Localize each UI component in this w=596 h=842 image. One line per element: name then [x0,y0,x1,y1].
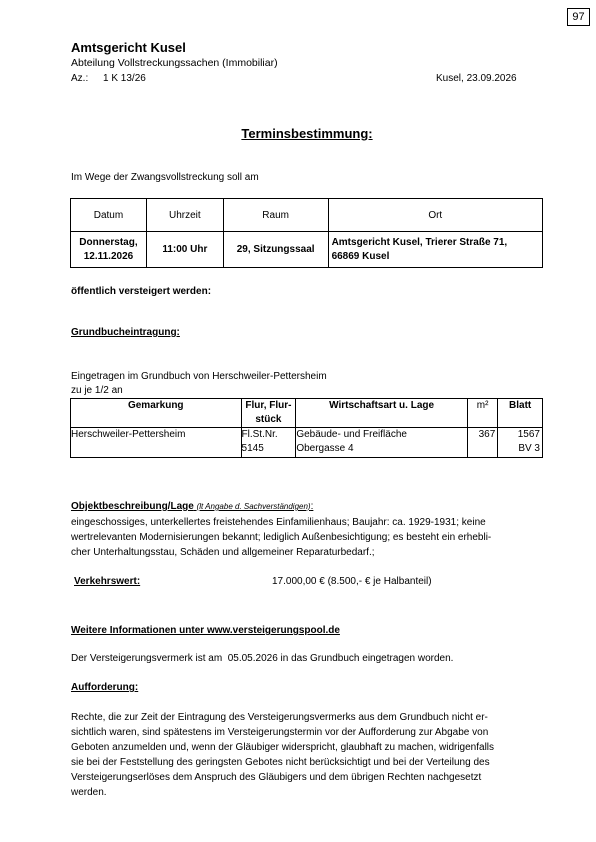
file-reference-value: 1 K 13/26 [103,73,146,84]
flur-line1: Fl.St.Nr. [241,429,278,440]
object-heading-suffix: : [310,501,314,512]
market-value-label: Verkehrswert: [74,576,141,587]
flur-header-line2: stück [255,414,282,425]
wirtschaftsart-line1: Gebäude- und Freifläche [296,429,407,440]
object-line1: eingeschossiges, unterkellertes freistehendes Einfamilienhaus; Baujahr: ca. 1929-1931; keine [71,517,486,528]
page-number: 97 [567,8,590,26]
request-line: werden. [71,787,107,798]
request-line: sichtlich waren, sind spätestens im Versteigerungstermin vor der Aufforderung zur Abgabe von [71,727,489,738]
header-flur [241,399,296,428]
blatt-line1: 1567 [517,429,540,440]
object-heading-note: (lt Angabe d. Sachverständigen) [196,502,311,511]
object-description [71,515,541,560]
cell-blatt [498,428,543,458]
cell-m2: 367 [467,428,497,458]
cell-time: 11:00 Uhr [146,232,223,268]
request-line: Versteigerungserlöses dem Anspruch des Gläubigers und dem übrigen Rechten nachgesetzt [71,772,482,783]
object-heading-text: Objektbeschreibung/Lage [71,501,194,512]
header-gemarkung: Gemarkung [71,399,242,428]
cell-room: 29, Sitzungssaal [223,232,328,268]
header-place: Ort [328,199,542,232]
appointment-table [70,198,543,268]
intro-text: Im Wege der Zwangsvollstreckung soll am [71,172,259,183]
request-line: sie bei der Feststellung des geringsten Gebotes nicht berücksichtigt und bei der Verteilung des [71,757,490,768]
request-line: Geboten anzumelden und, wenn der Gläubiger widerspricht, glaubhaft zu machen, widrigenfalls [71,742,495,753]
date-line1: Donnerstag, [79,236,138,248]
header-time: Uhrzeit [146,199,223,232]
object-line3: cher Unterhaltungsstau, Schäden und allgemeiner Reparaturbedarf.; [71,547,375,558]
flur-header-line1: Flur, Flur- [245,400,292,411]
land-register-heading: Grundbucheintragung: [71,327,180,338]
place-line2: 66869 Kusel [331,250,390,262]
land-register-table [70,398,543,458]
header-blatt: Blatt [498,399,543,428]
flur-line2: 5145 [241,443,264,454]
cell-place [328,232,542,268]
blatt-line2: BV 3 [518,443,540,454]
header-wirtschaftsart: Wirtschaftsart u. Lage [296,399,468,428]
market-value-value: 17.000,00 € (8.500,- € je Halbanteil) [272,576,432,587]
info-link-text[interactable]: Weitere Informationen unter www.versteigerungspool.de [71,625,340,636]
table-header-row [71,399,543,428]
court-name: Amtsgericht Kusel [71,40,186,55]
table-header-row [71,199,543,232]
cell-wirtschaftsart [296,428,468,458]
object-heading [71,501,313,512]
cell-flur [241,428,296,458]
object-line2: wertrelevanten Modernisierungen bekannt; lediglich Außenbesichtigung; es besteht ein erhebli- [71,532,492,543]
document-title: Terminsbestimmung: [241,126,373,141]
date-line2: 12.11.2026 [83,250,134,262]
header-date: Datum [71,199,147,232]
table-row [71,232,543,268]
request-heading: Aufforderung: [71,682,139,693]
wirtschaftsart-line2: Obergasse 4 [296,443,354,454]
auction-text: öffentlich versteigert werden: [71,286,212,297]
header-m2: m² [467,399,497,428]
cell-date [71,232,147,268]
table-row [71,428,543,458]
land-register-line1: Eingetragen im Grundbuch von Herschweiler-Pettersheim [71,371,327,382]
vermerk-text: Der Versteigerungsvermerk ist am 05.05.2026 in das Grundbuch eingetragen worden. [71,653,454,664]
request-text [71,710,541,800]
header-room: Raum [223,199,328,232]
request-line: Rechte, die zur Zeit der Eintragung des Versteigerungsvermerks aus dem Grundbuch nicht er- [71,712,488,723]
place-line1: Amtsgericht Kusel, Trierer Straße 71, [331,236,508,248]
file-reference-label: Az.: [71,73,89,84]
cell-gemarkung: Herschweiler-Pettersheim [71,428,242,458]
court-department: Abteilung Vollstreckungssachen (Immobiliar) [71,57,278,69]
land-register-line2: zu je 1/2 an [71,385,123,396]
place-date: Kusel, 23.09.2026 [436,73,517,84]
